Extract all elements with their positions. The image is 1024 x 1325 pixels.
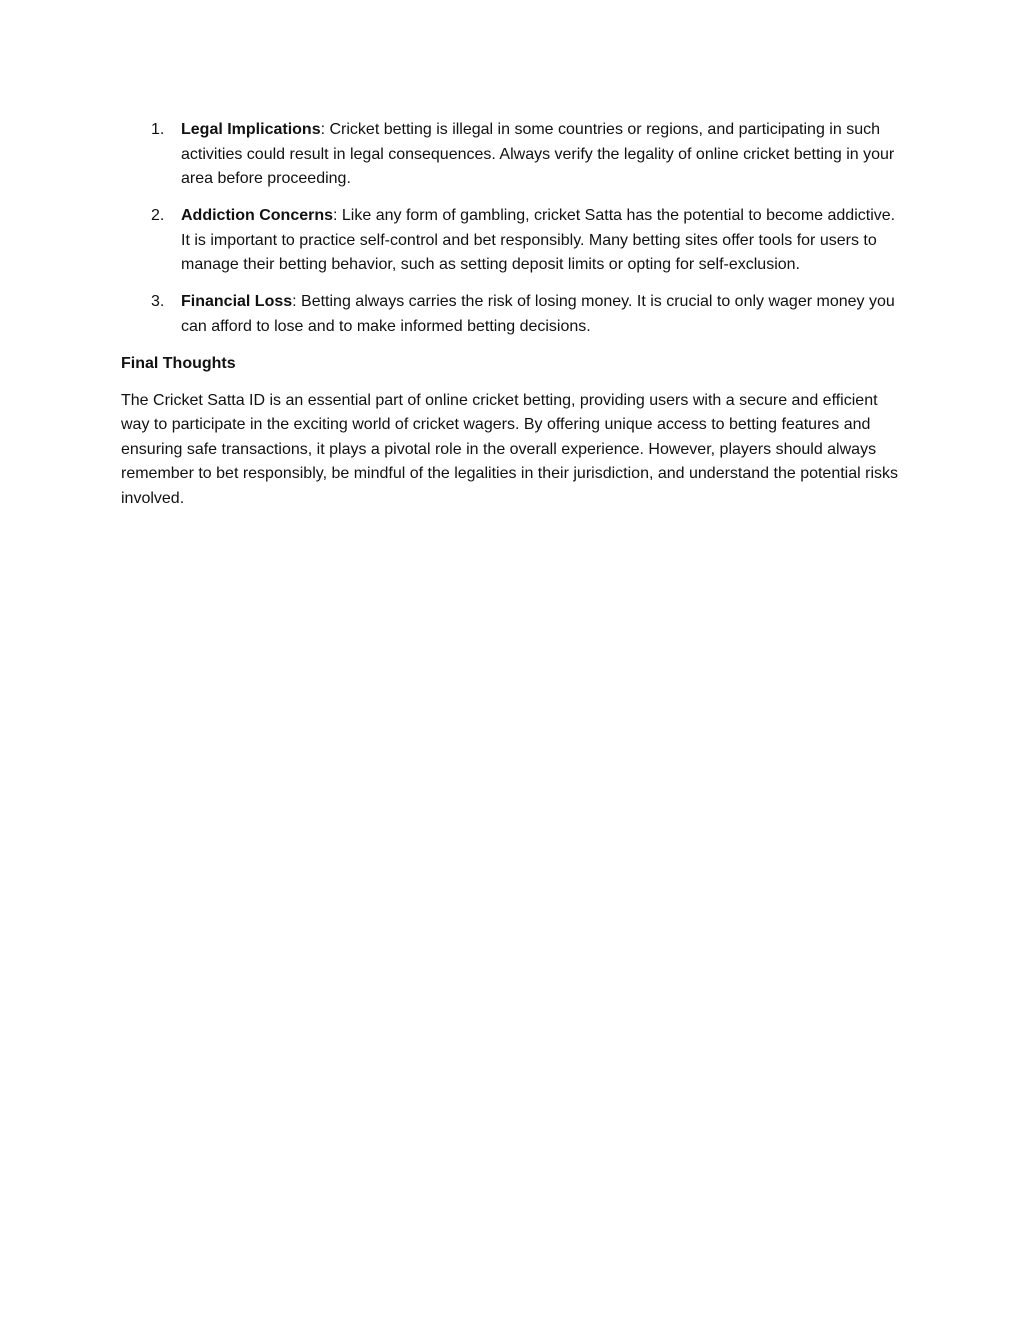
risk-description: : Cricket betting is illegal in some countries or regions, and participating in such activities could result in legal consequences. Always verify the legality of online cricket betting in your area before proceeding. [181, 121, 895, 187]
risk-term: Legal Implications [181, 121, 321, 138]
list-number: 1. [151, 121, 165, 138]
list-number: 3. [151, 293, 165, 310]
list-item-addiction-concerns [121, 204, 906, 278]
document-content [121, 118, 906, 511]
section-heading-final-thoughts: Final Thoughts [121, 354, 236, 372]
risk-term: Financial Loss [181, 293, 293, 310]
risk-description: : Betting always carries the risk of losing money. It is crucial to only wager money you can afford to lose and to make informed betting decisions. [181, 293, 895, 335]
list-number: 2. [151, 207, 165, 224]
list-item-financial-loss [121, 290, 906, 339]
risk-term: Addiction Concerns [181, 207, 334, 224]
final-thoughts-paragraph: The Cricket Satta ID is an essential part of online cricket betting, providing users with a secure and efficient way to participate in the exciting world of cricket wagers. By offering unique access to betting features and ensuring safe transactions, it plays a pivotal role in the overall experience. However, players should always remember to bet responsibly, be mindful of the legalities in their jurisdiction, and understand the potential risks involved. [121, 391, 899, 507]
list-item-legal-implications [121, 118, 906, 192]
risk-list [121, 118, 906, 339]
risk-description: : Like any form of gambling, cricket Satta has the potential to become addictive. It is important to practice self-control and bet responsibly. Many betting sites offer tools for users to manage their betting behavior, such as setting deposit limits or opting for self-exclusion. [181, 207, 896, 273]
